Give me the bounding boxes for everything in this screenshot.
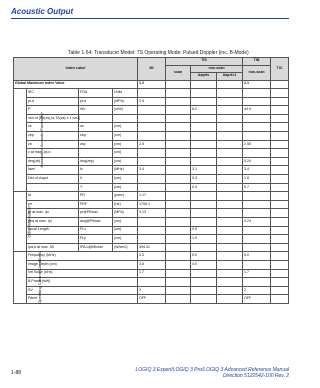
- tis-aaprt-le-value: 0.3: [191, 183, 217, 192]
- tis-aaprt-le-value: [191, 218, 217, 227]
- units: (μsec): [113, 192, 138, 201]
- units: (cm): [113, 175, 138, 184]
- tis-aaprt-le-value: [191, 132, 217, 141]
- tis-aaprt-gt-value: [217, 89, 243, 98]
- tic-value: [271, 269, 289, 278]
- tis-scan-value: [166, 295, 191, 304]
- tic-value: [271, 106, 289, 115]
- tic-value: [271, 243, 289, 252]
- table-row: [14, 260, 289, 269]
- tis-scan-value: [166, 132, 191, 141]
- parameter-label: zs: [27, 123, 79, 132]
- table-caption: Table 1-54: Transducer Model: 7S Operating Mode: Pulsed Doppler (inc. B-Mode): [68, 50, 249, 56]
- tis-aaprt-gt-value: [217, 278, 243, 287]
- units: (cm): [113, 226, 138, 235]
- tib-value: 5.0: [243, 252, 271, 261]
- tis-aaprt-le-value: 4.0: [191, 260, 217, 269]
- units: (cm): [113, 140, 138, 149]
- page-number: 1-88: [11, 370, 22, 376]
- mi-value: [138, 157, 166, 166]
- tis-scan-value: [166, 286, 191, 295]
- tis-aaprt-le-value: [191, 295, 217, 304]
- tic-value: [271, 132, 289, 141]
- parameter-label: Panel: [27, 295, 138, 304]
- tis-scan-value: [166, 252, 191, 261]
- tic-value: [271, 175, 289, 184]
- global-max-label: Global Maximum Index Value: [14, 80, 138, 89]
- tis-scan-value: [166, 192, 191, 201]
- mi-value: [138, 183, 166, 192]
- parameter-label: Vel Scale (kHz): [27, 269, 138, 278]
- tis-aaprt-le-value: [191, 243, 217, 252]
- document-reference: [136, 367, 290, 379]
- table-row: [14, 218, 289, 227]
- tis-aaprt-le-value: [191, 269, 217, 278]
- tis-aaprt-le-value: [191, 157, 217, 166]
- tis-aaprt-gt-value: [217, 114, 243, 123]
- table-row: [14, 286, 289, 295]
- table-row: [14, 106, 289, 115]
- scan-header: scan: [166, 65, 191, 80]
- tis-aaprt-le-value: [191, 123, 217, 132]
- tis-aaprt-le-value: [191, 278, 217, 287]
- tis-aaprt-le-value: [191, 200, 217, 209]
- table-row: [14, 175, 289, 184]
- tic-value: [271, 278, 289, 287]
- tis-scan-value: [166, 166, 191, 175]
- fda-label: FDA: [79, 89, 113, 98]
- tis-aaprt-le-value: [191, 89, 217, 98]
- tis-aaprt-le-value: 0.9: [191, 226, 217, 235]
- tis-aaprt-gt-value: [217, 140, 243, 149]
- section-title: Acoustic Output: [11, 7, 74, 16]
- mi-value: [138, 218, 166, 227]
- units: (MPa): [113, 97, 138, 106]
- table-row: [14, 192, 289, 201]
- tic-value: [271, 114, 289, 123]
- tis-scan-value: [166, 114, 191, 123]
- tic-value: [271, 209, 289, 218]
- fda-label: FLy: [79, 235, 113, 244]
- fda-label: zs: [79, 123, 113, 132]
- tis-aaprt-le-value: [191, 114, 217, 123]
- tis-aaprt-gt-value: [217, 252, 243, 261]
- group-label-text: Other Information: [26, 206, 32, 238]
- tib-value: [243, 97, 271, 106]
- units: (cm): [113, 132, 138, 141]
- tib-value: [243, 243, 271, 252]
- tis-aaprt-gt-value: [217, 175, 243, 184]
- tis-aaprt-le-value: [191, 192, 217, 201]
- tis-aaprt-le-value: 0.3: [191, 175, 217, 184]
- mi-value: [138, 235, 166, 244]
- global-max-tib: 2.1: [243, 80, 271, 89]
- tic-value: [271, 157, 289, 166]
- mi-value: 2: [138, 286, 166, 295]
- mi-value: 394.41: [138, 243, 166, 252]
- tib-value: 0.7: [243, 183, 271, 192]
- tis-aaprt-gt-value: [217, 295, 243, 304]
- tib-value: 0.24: [243, 218, 271, 227]
- manual-title: LOGIQ 3 Expert/LOGIQ 3 Pro/LOGIQ 3 Advanced Reference Manual: [135, 367, 289, 373]
- tis-aaprt-gt-value: [217, 269, 243, 278]
- table-row: [14, 269, 289, 278]
- fda-label: pr@PIImax: [79, 209, 113, 218]
- tis-aaprt-gt-value: [217, 97, 243, 106]
- aaprt-le-header: Aaprt≤: [191, 73, 217, 81]
- units: (MPa): [113, 209, 138, 218]
- tib-value: 3.4: [243, 166, 271, 175]
- tis-aaprt-le-value: [191, 286, 217, 295]
- tib-value: [243, 89, 271, 98]
- tic-value: [271, 97, 289, 106]
- tib-value: [243, 132, 271, 141]
- acoustic-output-table: [13, 57, 289, 304]
- fda-label: deq(zsp): [79, 157, 113, 166]
- units: (cm): [113, 218, 138, 227]
- tis-aaprt-le-value: 1.9: [191, 235, 217, 244]
- tis-aaprt-gt-value: [217, 183, 243, 192]
- mi-value: 2.4: [138, 97, 166, 106]
- fda-label: zsp: [79, 140, 113, 149]
- tis-aaprt-le-value: 5.0: [191, 252, 217, 261]
- tib-value: [243, 192, 271, 201]
- tib-value: [243, 200, 271, 209]
- tib-value: [243, 123, 271, 132]
- mi-value: [138, 175, 166, 184]
- fda-label: [79, 149, 113, 158]
- mi-value: OFF: [138, 295, 166, 304]
- group-label: [14, 192, 32, 252]
- tic-value: [271, 260, 289, 269]
- parameter-label: td: [27, 192, 79, 201]
- mi-value: [138, 123, 166, 132]
- fda-label: fc: [79, 166, 113, 175]
- table-row: [14, 295, 289, 304]
- non-scan-header: non-scan: [191, 65, 243, 73]
- table-row: [14, 200, 289, 209]
- parameter-label: Frequency (MHz): [27, 252, 138, 261]
- parameter-label: fawf: [27, 166, 79, 175]
- tis-scan-value: [166, 218, 191, 227]
- parameter-label: [27, 235, 79, 244]
- tis-aaprt-gt-value: [217, 209, 243, 218]
- table-row: [14, 235, 289, 244]
- tis-aaprt-le-value: [191, 140, 217, 149]
- tis-aaprt-gt-value: [217, 123, 243, 132]
- mi-value: 1796.1: [138, 200, 166, 209]
- parameter-label: deq at max. Ipi: [27, 218, 79, 227]
- tis-aaprt-gt-value: [217, 286, 243, 295]
- fda-label: pr.α: [79, 97, 113, 106]
- tis-aaprt-gt-value: [217, 106, 243, 115]
- fda-label: [79, 114, 113, 123]
- tic-value: [271, 140, 289, 149]
- units: (W/cm2): [113, 243, 138, 252]
- tib-value: [243, 149, 271, 158]
- fda-label: PRF: [79, 200, 113, 209]
- tib-value: 1.7: [243, 269, 271, 278]
- group-label-text: Associated Acoustic Parameter: [38, 112, 44, 168]
- mi-value: 3.4: [138, 166, 166, 175]
- parameter-label: Dim of Aaprt: [27, 175, 79, 184]
- mi-value: [138, 106, 166, 115]
- table-row: [14, 123, 289, 132]
- tib-value: 1.8: [243, 175, 271, 184]
- units: (cm): [113, 157, 138, 166]
- parameter-label: pr.α: [27, 97, 79, 106]
- parameter-label: SV: [27, 286, 138, 295]
- table-row: [14, 209, 289, 218]
- fda-label: Y: [79, 183, 113, 192]
- fda-label: PD: [79, 192, 113, 201]
- tis-aaprt-le-value: [191, 209, 217, 218]
- tis-aaprt-le-value: 3.1: [191, 166, 217, 175]
- fda-label: Wo: [79, 106, 113, 115]
- parameter-label: Image Depth (cm): [27, 260, 138, 269]
- table-row: [14, 132, 289, 141]
- tis-scan-value: [166, 123, 191, 132]
- units: Units: [113, 89, 138, 98]
- tic-value: [271, 149, 289, 158]
- tic-value: [271, 252, 289, 261]
- tis-scan-value: [166, 175, 191, 184]
- tib-value: [243, 260, 271, 269]
- tis-scan-value: [166, 157, 191, 166]
- mi-value: [138, 132, 166, 141]
- parameter-label: zb: [27, 140, 79, 149]
- table-row: [14, 97, 289, 106]
- table-row: [14, 226, 289, 235]
- tic-value: [271, 123, 289, 132]
- parameter-label: zbp: [27, 132, 79, 141]
- tis-aaprt-gt-value: [217, 149, 243, 158]
- parameter-label: Ipa,α at max. MI: [27, 243, 79, 252]
- table-row: [14, 140, 289, 149]
- tis-aaprt-gt-value: [217, 132, 243, 141]
- tis-aaprt-le-value: [191, 97, 217, 106]
- mi-value: 3.13: [138, 209, 166, 218]
- tis-header: TIS: [166, 58, 243, 66]
- units: (cm): [113, 123, 138, 132]
- tis-scan-value: [166, 226, 191, 235]
- tis-aaprt-gt-value: [217, 157, 243, 166]
- table-row: [14, 114, 289, 123]
- tic-value: [271, 226, 289, 235]
- fda-label: deq@PIImax: [79, 218, 113, 227]
- fda-label: FLx: [79, 226, 113, 235]
- tic-value: [271, 295, 289, 304]
- tib-value: 44.9: [243, 106, 271, 115]
- tic-value: [271, 183, 289, 192]
- tic-header: TIC: [271, 58, 289, 81]
- units: (mW): [113, 106, 138, 115]
- tic-value: [271, 200, 289, 209]
- aaprt-gt-header: Aaprt>1: [217, 73, 243, 81]
- manual-direction: Direction 5122542-100 Rev. 2: [222, 373, 289, 379]
- tis-aaprt-gt-value: [217, 226, 243, 235]
- tis-scan-value: [166, 149, 191, 158]
- tib-value: [243, 209, 271, 218]
- tis-scan-value: [166, 183, 191, 192]
- mi-header: MI: [138, 58, 166, 81]
- parameter-label: [27, 183, 79, 192]
- parameter-label: P: [27, 106, 79, 115]
- tis-scan-value: [166, 200, 191, 209]
- units: (MHz): [113, 166, 138, 175]
- fda-label: IPA,α@MImax: [79, 243, 113, 252]
- table-row: [14, 89, 289, 98]
- table-row: [14, 278, 289, 287]
- tib-value: [243, 235, 271, 244]
- tic-value: [271, 286, 289, 295]
- tib-value: 2: [243, 286, 271, 295]
- tis-scan-value: [166, 89, 191, 98]
- parameter-label: B Power(mW): [27, 278, 138, 287]
- table-row: [14, 183, 289, 192]
- tib-header: TIB: [243, 58, 271, 66]
- tib-value: 0.24: [243, 157, 271, 166]
- tis-scan-value: [166, 278, 191, 287]
- tis-scan-value: [166, 243, 191, 252]
- table-row: [14, 252, 289, 261]
- units: (cm): [113, 235, 138, 244]
- tis-scan-value: [166, 106, 191, 115]
- parameter-label: IEC: [27, 89, 79, 98]
- tis-scan-value: [166, 97, 191, 106]
- tis-scan-value: [166, 269, 191, 278]
- tis-aaprt-le-value: [191, 149, 217, 158]
- global-max-row: [14, 80, 289, 89]
- table-row: [14, 243, 289, 252]
- header-rule: [11, 18, 289, 19]
- parameter-label: deq(zb): [27, 157, 79, 166]
- global-max-mi: 1.2: [138, 80, 166, 89]
- fda-label: X: [79, 175, 113, 184]
- units: (cm): [113, 149, 138, 158]
- mi-value: [138, 89, 166, 98]
- tis-aaprt-gt-value: [217, 243, 243, 252]
- mi-value: [138, 114, 166, 123]
- mi-value: [138, 149, 166, 158]
- mi-value: 3.5: [138, 260, 166, 269]
- tis-aaprt-gt-value: [217, 218, 243, 227]
- tis-aaprt-le-value: 8.2: [191, 106, 217, 115]
- tib-value: [243, 226, 271, 235]
- index-label-header: Index Label: [14, 58, 138, 81]
- parameter-label: prr: [27, 200, 79, 209]
- tic-value: [271, 235, 289, 244]
- units: [113, 114, 138, 123]
- tis-aaprt-gt-value: [217, 260, 243, 269]
- tib-value: 2.55: [243, 140, 271, 149]
- tib-value: [243, 114, 271, 123]
- tis-aaprt-gt-value: [217, 192, 243, 201]
- tic-value: [271, 218, 289, 227]
- mi-value: 1.7: [138, 269, 166, 278]
- tis-aaprt-gt-value: [217, 200, 243, 209]
- parameter-label: z at max. Ipi,α: [27, 149, 79, 158]
- parameter-label: pr at max. Ipi: [27, 209, 79, 218]
- tis-scan-value: [166, 140, 191, 149]
- group-label-text: Operating Control Conditions: [36, 251, 42, 304]
- tic-value: [271, 192, 289, 201]
- mi-value: 3.3: [138, 252, 166, 261]
- mi-value: 1.17: [138, 192, 166, 201]
- mi-value: [138, 278, 166, 287]
- fda-label: zbp: [79, 132, 113, 141]
- mi-value: 2.5: [138, 140, 166, 149]
- tib-non-scan-header: non-scan: [243, 65, 271, 80]
- tib-value: [243, 278, 271, 287]
- tic-value: [271, 89, 289, 98]
- parameter-label: min of [Pα(zs),Iα,TA(zs) x 1 cm2]: [27, 114, 79, 123]
- mi-value: [138, 226, 166, 235]
- table-row: [14, 149, 289, 158]
- tic-value: [271, 166, 289, 175]
- tis-aaprt-gt-value: [217, 235, 243, 244]
- tis-scan-value: [166, 235, 191, 244]
- table-row: [14, 157, 289, 166]
- tis-scan-value: [166, 209, 191, 218]
- tib-value: OFF: [243, 295, 271, 304]
- tis-scan-value: [166, 260, 191, 269]
- table-row: [14, 166, 289, 175]
- units: (Hz): [113, 200, 138, 209]
- parameter-label: Focal Length: [27, 226, 79, 235]
- tis-aaprt-gt-value: [217, 166, 243, 175]
- units: (cm): [113, 183, 138, 192]
